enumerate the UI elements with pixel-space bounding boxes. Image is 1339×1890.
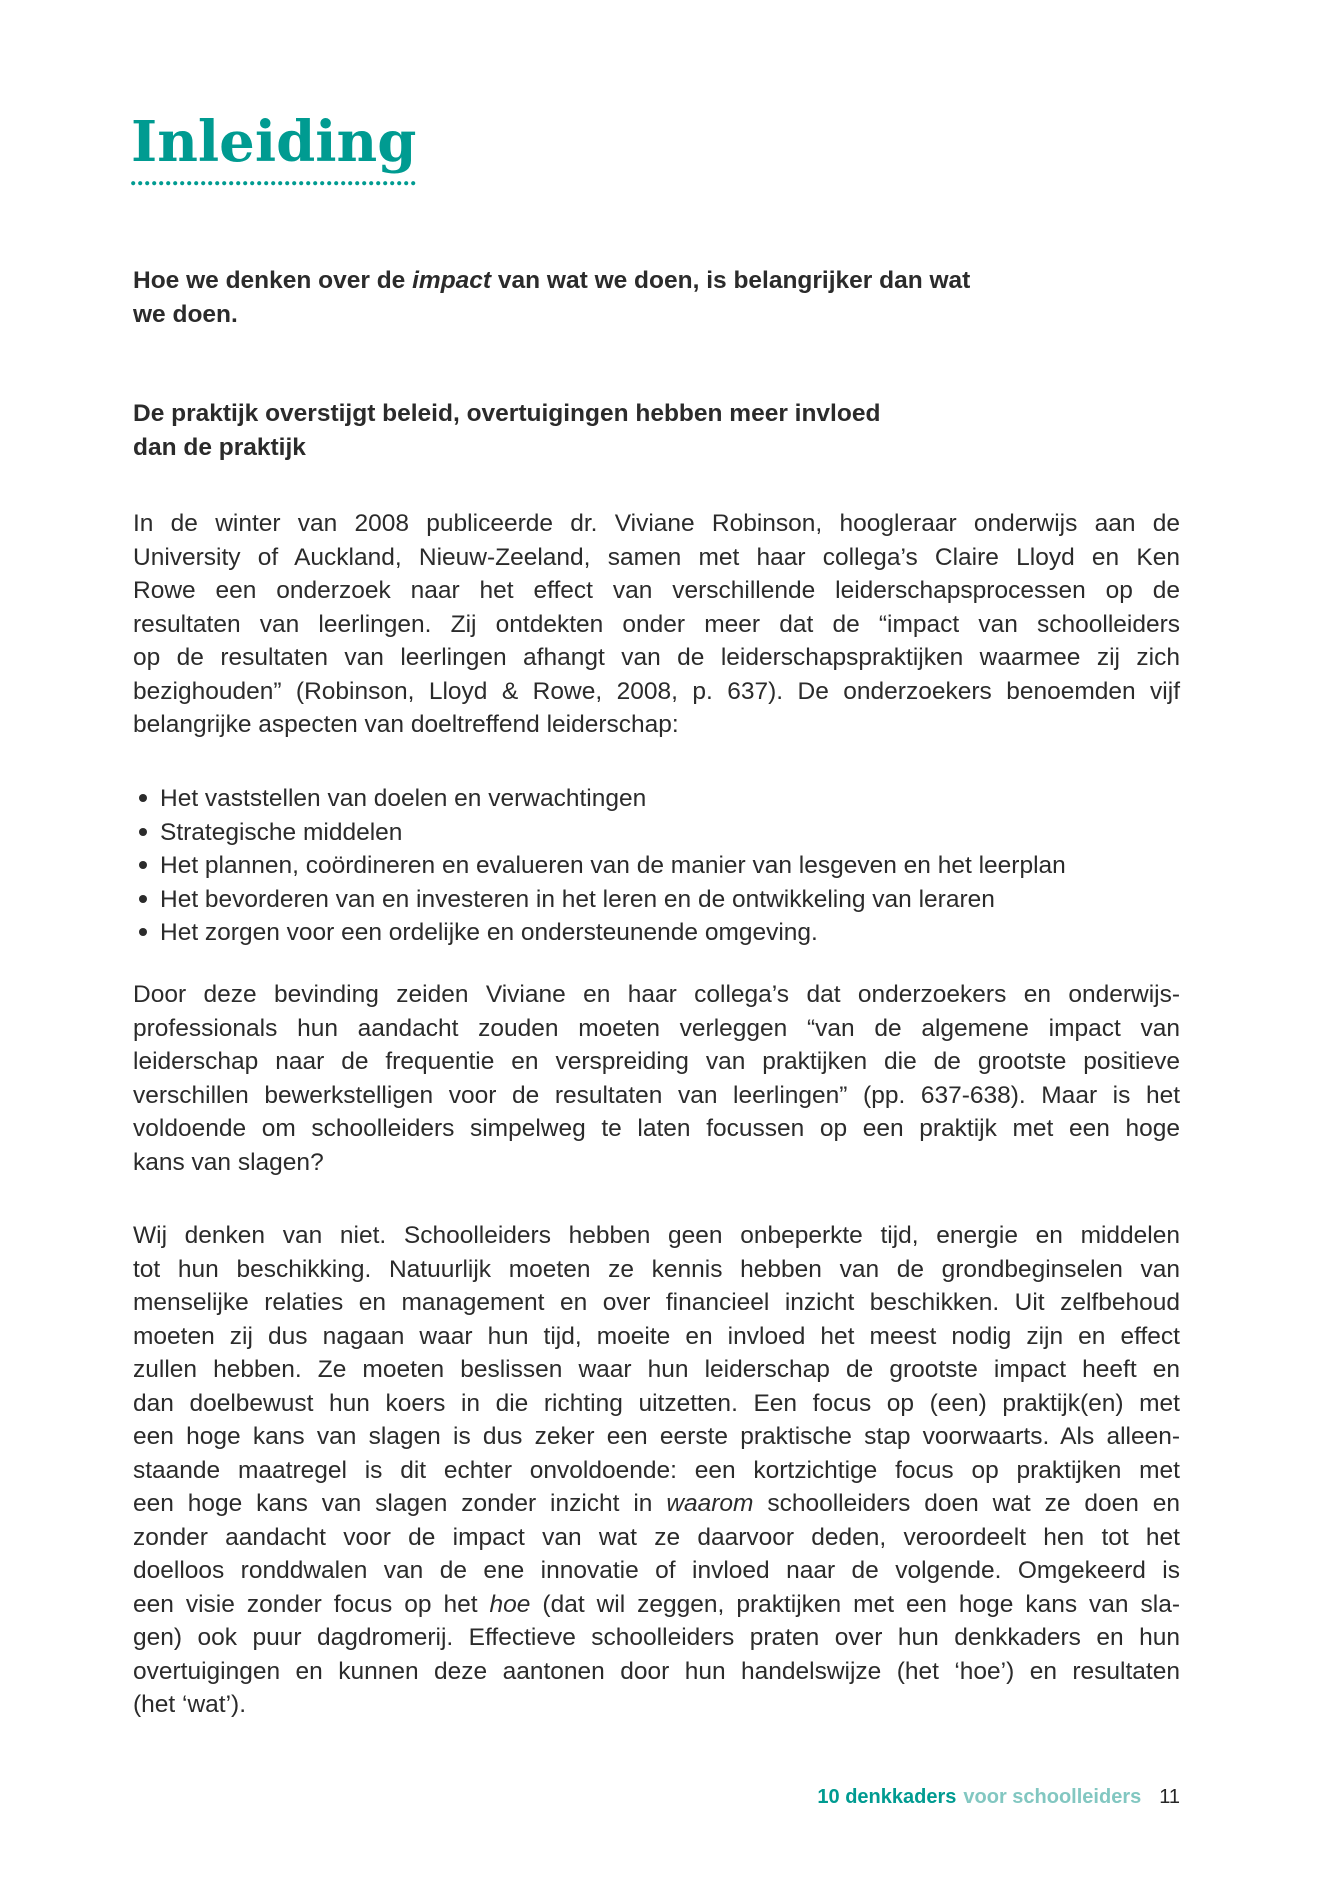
- text-line: resultaten van leerlingen. Zij ontdekten onder meer dat de “impact van schoolleiders: [133, 610, 1180, 638]
- text-line: we doen.: [133, 300, 238, 328]
- text-line: Door deze bevinding zeiden Viviane en haar collega’s dat onderzoekers en onderwijs-: [133, 981, 1180, 1008]
- text-line: verschillen bewerkstelligen voor de resultaten van leerlingen” (pp. 637-638). Maar is het: [133, 1081, 1180, 1109]
- text-line: overtuigingen en kunnen deze aantonen door hun handelswijze (het ‘hoe’) en resultaten: [133, 1657, 1180, 1685]
- finding-paragraph: [133, 978, 1180, 1179]
- text-line: moeten zij dus nagaan waar hun tijd, moeite en invloed het meest nodig zijn en effect: [133, 1322, 1180, 1350]
- list-item-text: Strategische middelen: [160, 818, 403, 846]
- text-line: Rowe een onderzoek naar het effect van verschillende leiderschapsprocessen op de: [133, 577, 1180, 604]
- text-line: Hoe we denken over de impact van wat we doen, is belangrijker dan wat: [133, 267, 971, 294]
- text-line: University of Auckland, Nieuw-Zeeland, samen met haar collega’s Claire Lloyd en Ken: [133, 543, 1180, 571]
- bullet-icon: [133, 816, 160, 850]
- text-line: een hoge kans van slagen zonder inzicht in waarom schoolleiders doen wat ze doen en: [133, 1490, 1180, 1517]
- page-footer: [133, 1786, 1180, 1809]
- section-heading: [133, 397, 1180, 464]
- bullet-icon: [133, 916, 160, 950]
- text-line: staande maatregel is dit echter onvoldoende: een kortzichtige focus op praktijken met: [133, 1456, 1180, 1484]
- text-line: dan doelbewust hun koers in die richting uitzetten. Een focus op (een) praktijk(en) met: [133, 1389, 1180, 1417]
- list-item-text: Het plannen, coördineren en evalueren van de manier van lesgeven en het leerplan: [160, 852, 1066, 879]
- footer-series-subtitle: voor schoolleiders: [963, 1786, 1142, 1808]
- list-item: [133, 816, 1180, 850]
- bullet-icon: [133, 849, 160, 883]
- text-line: een visie zonder focus op het hoe (dat wil zeggen, praktijken met een hoge kans van sla-: [133, 1590, 1181, 1618]
- text-line: op de resultaten van leerlingen afhangt van de leiderschapspraktijken waarmee zij zich: [133, 644, 1180, 671]
- list-item-text: Het zorgen voor een ordelijke en ondersteunende omgeving.: [160, 919, 818, 946]
- text-line: professionals hun aandacht zouden moeten verleggen “van de algemene impact van: [133, 1014, 1180, 1042]
- list-item: [133, 916, 1180, 950]
- text-line: menselijke relaties en management en over financieel inzicht beschikken. Uit zelfbehoud: [133, 1289, 1180, 1316]
- text-line: De praktijk overstijgt beleid, overtuigingen hebben meer invloed: [133, 400, 881, 427]
- intro-paragraph: [133, 507, 1180, 742]
- text-line: een hoge kans van slagen is dus zeker een eerste praktische stap voorwaarts. Als alleen-: [133, 1423, 1180, 1450]
- list-item: [133, 782, 1180, 816]
- argument-paragraph: [133, 1219, 1180, 1722]
- text-line: gen) ook puur dagdromerij. Effectieve schoolleiders praten over hun denkkaders en hun: [133, 1624, 1180, 1651]
- page-number: 11: [1159, 1786, 1180, 1808]
- list-item: [133, 849, 1180, 883]
- text-line: kans van slagen?: [133, 1148, 324, 1176]
- list-item: [133, 883, 1180, 917]
- list-item-text: Het bevorderen van en investeren in het leren en de ontwikkeling van leraren: [160, 885, 995, 913]
- bullet-icon: [133, 883, 160, 917]
- text-line: zullen hebben. Ze moeten beslissen waar hun leiderschap de grootste impact heeft en: [133, 1356, 1180, 1383]
- bullet-list: [133, 782, 1180, 950]
- footer-series-title: 10 denkkaders: [817, 1786, 957, 1808]
- text-line: Wij denken van niet. Schoolleiders hebben geen onbeperkte tijd, energie en middelen: [133, 1222, 1180, 1249]
- page-title: Inleiding: [131, 112, 416, 186]
- text-line: In de winter van 2008 publiceerde dr. Viviane Robinson, hoogleraar onderwijs aan de: [133, 510, 1180, 537]
- text-line: voldoende om schoolleiders simpelweg te laten focussen op een praktijk met een hoge: [133, 1115, 1180, 1142]
- list-item-text: Het vaststellen van doelen en verwachtingen: [160, 785, 647, 812]
- text-line: bezighouden” (Robinson, Lloyd & Rowe, 2008, p. 637). De onderzoekers benoemden vijf: [133, 677, 1180, 705]
- text-line: (het ‘wat’).: [133, 1691, 247, 1718]
- text-line: doelloos ronddwalen van de ene innovatie of invloed naar de volgende. Omgekeerd is: [133, 1557, 1180, 1584]
- bullet-icon: [133, 782, 160, 816]
- text-line: belangrijke aspecten van doeltreffend leiderschap:: [133, 711, 679, 738]
- text-line: leiderschap naar de frequentie en verspreiding van praktijken die de grootste positieve: [133, 1048, 1180, 1075]
- text-line: tot hun beschikking. Natuurlijk moeten ze kennis hebben van de grondbeginselen van: [133, 1255, 1180, 1283]
- text-line: dan de praktijk: [133, 433, 306, 461]
- text-line: zonder aandacht voor de impact van wat ze daarvoor deden, veroordeelt hen tot het: [133, 1523, 1180, 1551]
- epigraph: [133, 264, 1180, 331]
